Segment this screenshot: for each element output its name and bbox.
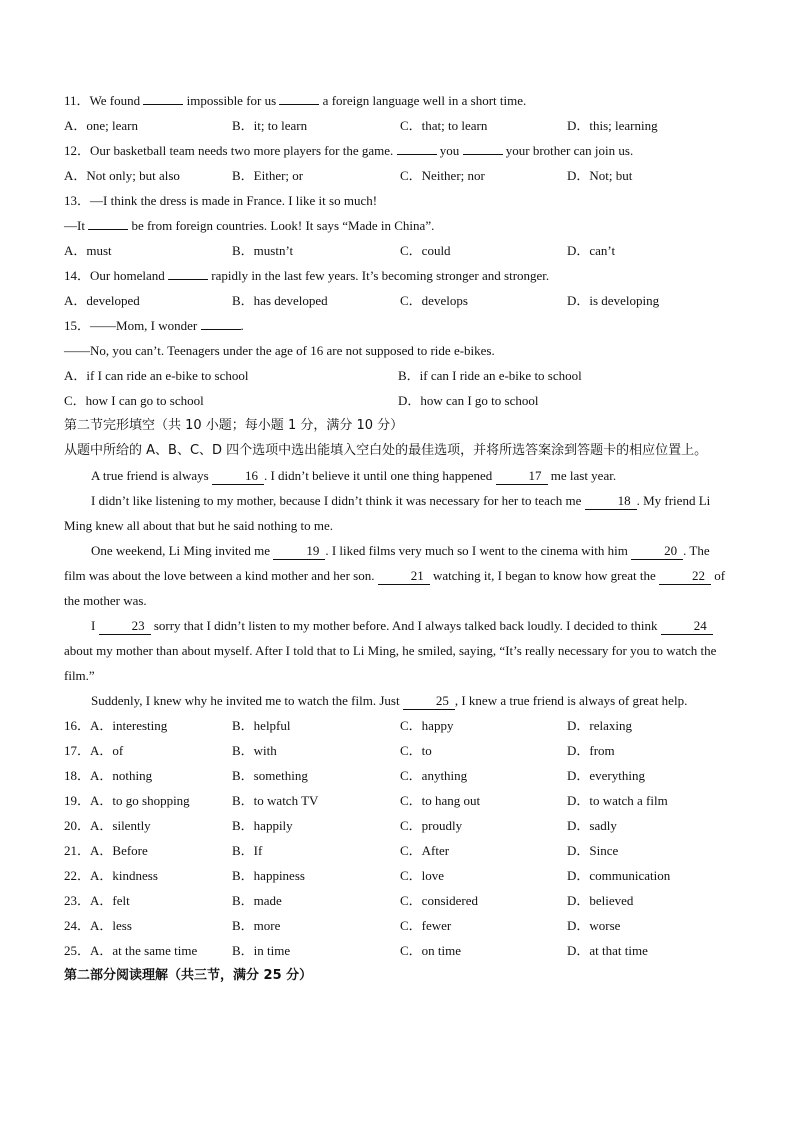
passage-paragraph-4: [64, 613, 732, 688]
option-c: C．that; to learn: [400, 118, 488, 133]
passage-text: about my mother than about myself. After I told that to Li Ming, he smiled, saying, “It’s really necessary for you to watch the film.”: [64, 643, 717, 683]
cloze-options-19: [64, 788, 732, 813]
passage-text: sorry that I didn’t listen to my mother before. And I always talked back loudly. I decided to think: [150, 618, 661, 633]
question-number: 19．: [64, 793, 91, 808]
option-text: A．felt: [90, 893, 130, 908]
option-a: A．one; learn: [64, 118, 139, 133]
part-two-title: 第二部分阅读理解（共三节，满分 25 分）: [64, 968, 313, 983]
cloze-options-21: [64, 838, 732, 863]
question-stem: you: [436, 143, 463, 158]
question-stem: —It: [64, 218, 89, 233]
cloze-option-b: B．If: [232, 843, 263, 858]
answer-blank: [463, 140, 503, 155]
passage-paragraph-1: [64, 463, 732, 488]
cloze-blank-23: 23: [99, 618, 151, 635]
cloze-options-17: [64, 738, 732, 763]
question-stem: ——No, you can’t. Teenagers under the age of 16 are not supposed to ride e-bikes.: [64, 343, 495, 358]
options-13: [64, 238, 732, 263]
question-stem: Our basketball team needs two more players for the game.: [90, 143, 397, 158]
question-stem: impossible for us: [183, 93, 280, 108]
question-number: 21．: [64, 843, 91, 858]
question-number: 17．: [64, 743, 91, 758]
question-number: 18．: [64, 768, 91, 783]
passage-text: . The film was about the love between a kind mother and her son.: [64, 543, 710, 583]
cloze-options-22: [64, 863, 732, 888]
cloze-option-b: B．happiness: [232, 868, 305, 883]
cloze-option-a: [64, 838, 148, 863]
option-c: C．develops: [400, 293, 468, 308]
passage-text: Suddenly, I knew why he invited me to watch the film. Just: [91, 693, 403, 708]
passage-text: One weekend, Li Ming invited me: [91, 543, 274, 558]
cloze-option-c: C．to: [400, 743, 432, 758]
cloze-option-b: B．to watch TV: [232, 793, 319, 808]
option-a: A．if I can ride an e-bike to school: [64, 368, 249, 383]
cloze-options-16: [64, 713, 732, 738]
cloze-blank-22: 22: [659, 568, 711, 585]
option-text: A．Before: [90, 843, 148, 858]
option-d: D．can’t: [567, 243, 616, 258]
question-stem: We found: [89, 93, 144, 108]
passage-text: A true friend is always: [91, 468, 212, 483]
cloze-options-23: [64, 888, 732, 913]
question-15-reply: [64, 338, 732, 363]
option-text: A．of: [90, 743, 124, 758]
cloze-option-c: C．happy: [400, 718, 454, 733]
question-number: 24．: [64, 918, 91, 933]
passage-text: . I didn’t believe it until one thing happened: [263, 468, 496, 483]
section-instruction: 从题中所给的 A、B、C、D 四个选项中选出能填入空白处的最佳选项，并将所选答案涂到答题卡的相应位置上。: [64, 443, 708, 458]
option-text: A．to go shopping: [90, 793, 190, 808]
answer-blank: [279, 90, 319, 105]
question-number: 22．: [64, 868, 91, 883]
cloze-option-b: B．happily: [232, 818, 293, 833]
cloze-option-d: D．from: [567, 743, 615, 758]
question-14: [64, 263, 732, 288]
cloze-blank-25: 25: [403, 693, 455, 710]
passage-text: I: [91, 618, 99, 633]
option-d: D．Not; but: [567, 168, 633, 183]
cloze-option-c: C．fewer: [400, 918, 452, 933]
option-c: C．could: [400, 243, 451, 258]
question-stem: —I think the dress is made in France. I like it so much!: [90, 193, 378, 208]
cloze-option-a: [64, 888, 130, 913]
passage-text: of the mother was.: [64, 568, 726, 608]
passage-text: . My friend Li Ming knew all about that but he said nothing to me.: [64, 493, 711, 533]
passage-paragraph-5: [64, 688, 732, 713]
cloze-option-a: [64, 913, 132, 938]
cloze-option-c: C．anything: [400, 768, 468, 783]
cloze-option-c: C．to hang out: [400, 793, 481, 808]
passage-text: . I liked films very much so I went to the cinema with him: [325, 543, 632, 558]
question-number: 15．: [64, 318, 91, 333]
cloze-option-c: C．on time: [400, 943, 462, 958]
question-stem: rapidly in the last few years. It’s becoming stronger and stronger.: [208, 268, 550, 283]
options-12: [64, 163, 732, 188]
passage-text: watching it, I began to know how great the: [429, 568, 659, 583]
option-a: A．Not only; but also: [64, 168, 180, 183]
option-text: A．nothing: [90, 768, 153, 783]
answer-blank: [143, 90, 183, 105]
option-b: B．has developed: [232, 293, 328, 308]
passage-paragraph-3: [64, 538, 732, 613]
option-a: A．must: [64, 243, 112, 258]
question-stem: your brother can join us.: [502, 143, 634, 158]
cloze-option-a: [64, 738, 123, 763]
passage-text: I didn’t like listening to my mother, because I didn’t think it was necessary for her to teach me: [91, 493, 585, 508]
option-d: D．how can I go to school: [398, 393, 539, 408]
passage-paragraph-2: [64, 488, 732, 538]
cloze-option-d: D．believed: [567, 893, 634, 908]
cloze-option-c: C．love: [400, 868, 445, 883]
cloze-option-d: D．everything: [567, 768, 645, 783]
cloze-options-18: [64, 763, 732, 788]
option-text: A．kindness: [90, 868, 158, 883]
cloze-blank-18: 18: [585, 493, 637, 510]
cloze-options-24: [64, 913, 732, 938]
option-text: A．interesting: [90, 718, 168, 733]
question-stem: a foreign language well in a short time.: [319, 93, 527, 108]
question-15: [64, 313, 732, 338]
options-15-row1: [64, 363, 732, 388]
question-stem: be from foreign countries. Look! It says “Made in China”.: [128, 218, 435, 233]
options-15-row2: [64, 388, 732, 413]
passage-text: me last year.: [547, 468, 617, 483]
options-11: [64, 113, 732, 138]
cloze-blank-17: 17: [496, 468, 548, 485]
cloze-option-b: B．with: [232, 743, 277, 758]
cloze-option-a: [64, 863, 158, 888]
question-number: 12．: [64, 143, 91, 158]
question-13-reply: [64, 213, 732, 238]
cloze-option-d: D．to watch a film: [567, 793, 668, 808]
cloze-option-d: D．worse: [567, 918, 621, 933]
answer-blank: [201, 315, 241, 330]
cloze-blank-24: 24: [661, 618, 713, 635]
question-13: [64, 188, 732, 213]
cloze-option-c: C．After: [400, 843, 450, 858]
exam-page: [64, 88, 732, 988]
answer-blank: [168, 265, 208, 280]
cloze-option-b: B．in time: [232, 943, 291, 958]
option-b: B．if can I ride an e-bike to school: [398, 368, 582, 383]
question-number: 13．: [64, 193, 91, 208]
option-b: B．it; to learn: [232, 118, 308, 133]
cloze-option-a: [64, 813, 151, 838]
answer-blank: [397, 140, 437, 155]
option-text: A．silently: [90, 818, 151, 833]
cloze-option-a: [64, 788, 190, 813]
question-number: 20．: [64, 818, 91, 833]
cloze-blank-16: 16: [212, 468, 264, 485]
question-number: 11．: [64, 93, 90, 108]
cloze-option-d: D．communication: [567, 868, 671, 883]
option-text: A．less: [90, 918, 132, 933]
option-d: D．this; learning: [567, 118, 658, 133]
option-d: D．is developing: [567, 293, 660, 308]
option-text: A．at the same time: [90, 943, 198, 958]
option-b: B．Either; or: [232, 168, 304, 183]
question-number: 25．: [64, 943, 91, 958]
question-number: 23．: [64, 893, 91, 908]
option-a: A．developed: [64, 293, 140, 308]
question-stem: ——Mom, I wonder: [90, 318, 201, 333]
cloze-option-a: [64, 938, 197, 963]
cloze-option-b: B．helpful: [232, 718, 291, 733]
cloze-option-d: D．at that time: [567, 943, 648, 958]
cloze-option-c: C．proudly: [400, 818, 463, 833]
cloze-option-b: B．made: [232, 893, 282, 908]
question-number: 14．: [64, 268, 91, 283]
options-14: [64, 288, 732, 313]
cloze-options-20: [64, 813, 732, 838]
section-title: 第二节完形填空（共 10 小题；每小题 1 分，满分 10 分）: [64, 418, 404, 433]
cloze-option-a: [64, 763, 152, 788]
cloze-options-25: [64, 938, 732, 963]
cloze-option-b: B．more: [232, 918, 281, 933]
option-b: B．mustn’t: [232, 243, 294, 258]
cloze-option-d: D．sadly: [567, 818, 617, 833]
question-stem: Our homeland: [90, 268, 168, 283]
cloze-blank-19: 19: [273, 543, 325, 560]
passage-text: , I knew a true friend is always of great help.: [454, 693, 688, 708]
cloze-option-c: C．considered: [400, 893, 478, 908]
cloze-option-b: B．something: [232, 768, 308, 783]
question-12: [64, 138, 732, 163]
cloze-option-d: D．relaxing: [567, 718, 632, 733]
question-number: 16．: [64, 718, 91, 733]
option-c: C．how I can go to school: [64, 393, 204, 408]
cloze-blank-21: 21: [378, 568, 430, 585]
answer-blank: [88, 215, 128, 230]
cloze-option-d: D．Since: [567, 843, 619, 858]
cloze-option-a: [64, 713, 167, 738]
question-11: [64, 88, 732, 113]
cloze-blank-20: 20: [631, 543, 683, 560]
option-c: C．Neither; nor: [400, 168, 485, 183]
question-stem: .: [240, 318, 244, 333]
